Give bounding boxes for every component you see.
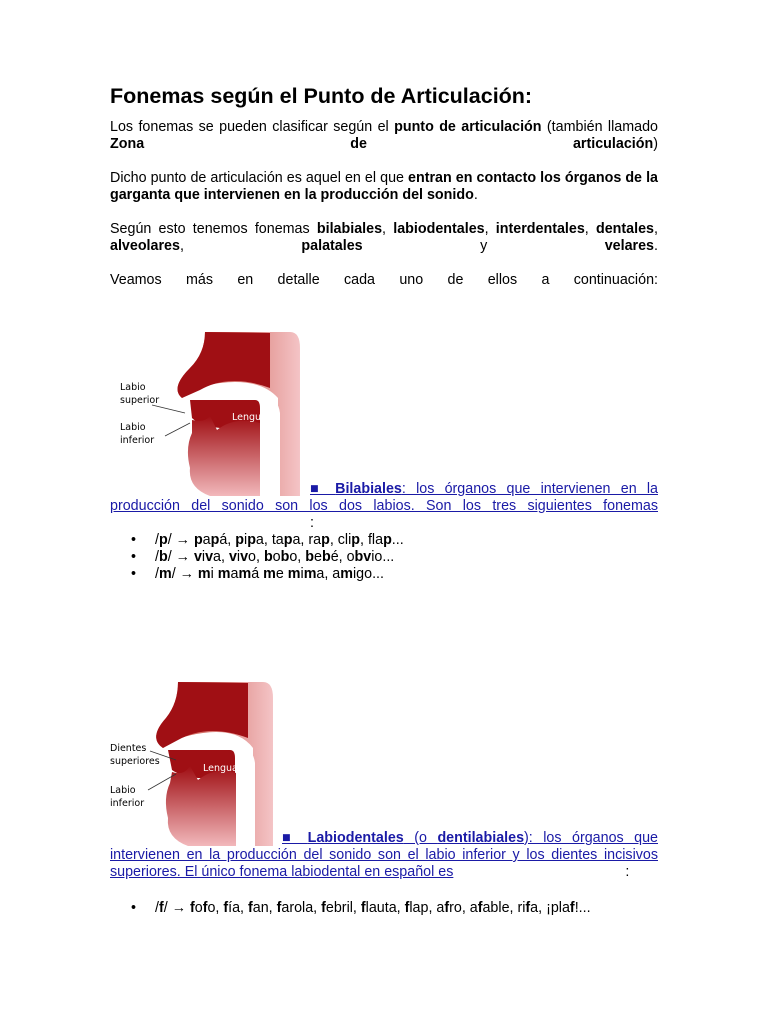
- label-labio-inferior-2: inferior: [110, 798, 145, 809]
- text-segment: o: [194, 900, 203, 916]
- label-lengua: Lengua: [203, 763, 238, 774]
- bold-text: p: [383, 532, 392, 548]
- list-item: [110, 900, 591, 917]
- text-segment: /: [155, 900, 159, 916]
- text-segment: lap, a: [409, 900, 445, 916]
- text-segment: a, a: [316, 566, 341, 582]
- text-segment: (también llamado: [541, 119, 658, 135]
- bold-text: p: [210, 532, 220, 548]
- list-item: [110, 549, 404, 566]
- text-segment: a, ra: [292, 532, 322, 548]
- text-segment: a,: [213, 549, 229, 565]
- bold-text: v: [228, 549, 237, 565]
- bold-text: m: [158, 566, 172, 582]
- text-segment: Según esto tenemos fonemas: [110, 221, 317, 237]
- list-item: [110, 532, 404, 549]
- label-dientes-superiores-1: Dientes: [110, 743, 147, 754]
- text-segment: ,: [179, 238, 302, 254]
- text-segment: / →: [163, 900, 190, 916]
- bold-text: p: [158, 532, 168, 548]
- label-labio-inferior-1: Labio: [120, 422, 146, 433]
- text-segment: ): los órganos que intervienen en la producción del sonido son el labio inferior y los dientes incisivos superiores. El único fonema labiodental en español es: [110, 830, 658, 880]
- bold-text: f: [444, 900, 450, 916]
- bold-text: f: [158, 900, 164, 916]
- text-segment: / →: [167, 549, 194, 565]
- text-segment: Veamos más en detalle cada uno de ellos a continuación:: [110, 272, 658, 288]
- bold-text: p: [247, 532, 256, 548]
- text-segment: io...: [371, 549, 395, 565]
- label-labio-inferior-1: Labio: [110, 785, 136, 796]
- text-segment: !...: [574, 900, 591, 916]
- bullet: •: [131, 900, 137, 916]
- label-lengua: Lengua: [232, 412, 267, 423]
- bold-text: b: [280, 549, 290, 565]
- bold-text: alveolares: [110, 238, 180, 254]
- bold-text: v: [240, 549, 249, 565]
- bold-text: ■: [282, 830, 308, 846]
- text-segment: an,: [252, 900, 277, 916]
- text-segment: .: [473, 187, 478, 203]
- text-segment: e: [275, 566, 288, 582]
- bold-text: p: [351, 532, 361, 548]
- bold-text: entran en contacto los órganos de la garganta que intervienen en la producción del sonido: [110, 170, 658, 203]
- bold-text: v: [205, 549, 214, 565]
- text-segment: a: [202, 532, 211, 548]
- bold-text: f: [189, 900, 195, 916]
- bold-text: m: [238, 566, 252, 582]
- bold-text: labiodentales: [393, 221, 485, 237]
- bold-text: p: [193, 532, 203, 548]
- bold-text: dentales: [595, 221, 654, 237]
- text-segment: e: [314, 549, 322, 565]
- text-segment: /: [155, 566, 159, 582]
- text-segment: igo...: [352, 566, 384, 582]
- bold-text: m: [197, 566, 211, 582]
- bilabiales-link[interactable]: [110, 481, 658, 532]
- bold-text: Zona de articulación: [110, 136, 654, 152]
- text-segment: i: [244, 532, 248, 548]
- text-segment: i: [300, 566, 304, 582]
- text-segment: ía,: [228, 900, 248, 916]
- text-segment: a, ta: [255, 532, 284, 548]
- bold-text: p: [235, 532, 244, 548]
- text-segment: Dicho punto de articulación es aquel en el que: [110, 170, 409, 186]
- bold-text: m: [340, 566, 353, 582]
- text-segment: ,: [484, 221, 496, 237]
- bold-text: f: [223, 900, 229, 916]
- text-segment: / →: [167, 532, 194, 548]
- bold-text: bv: [354, 549, 372, 565]
- bold-text: velares: [604, 238, 655, 254]
- intro-paragraph: [110, 119, 658, 153]
- bold-text: ■: [310, 481, 336, 497]
- bold-text: f: [248, 900, 253, 916]
- label-labio-superior-2: superior: [120, 395, 160, 406]
- definition-paragraph: [110, 170, 658, 204]
- text-segment: o,: [248, 549, 264, 565]
- text-segment: o,: [289, 549, 306, 565]
- bold-text: b: [158, 549, 168, 565]
- text-segment: i: [210, 566, 218, 582]
- text-segment: (o: [403, 830, 438, 846]
- bullet: •: [131, 566, 137, 582]
- bold-text: f: [477, 900, 483, 916]
- colon: :: [310, 515, 314, 531]
- label-labio-superior-1: Labio: [120, 382, 146, 393]
- text-segment: á,: [219, 532, 236, 548]
- bold-text: f: [321, 900, 326, 916]
- text-segment: i: [236, 549, 241, 565]
- text-segment: ...: [391, 532, 404, 548]
- text-segment: /: [155, 532, 159, 548]
- labiodentales-link[interactable]: [110, 830, 658, 881]
- bold-text: f: [525, 900, 531, 916]
- colon: :: [625, 864, 630, 880]
- text-segment: , fla: [360, 532, 384, 548]
- text-segment: o,: [207, 900, 224, 916]
- bold-text: palatales: [301, 238, 363, 254]
- labiodental-diagram: [108, 678, 273, 848]
- bold-text: m: [263, 566, 276, 582]
- bold-text: interdentales: [495, 221, 585, 237]
- text-segment: .: [654, 238, 658, 254]
- text-segment: lauta,: [365, 900, 405, 916]
- text-segment: , cli: [329, 532, 352, 548]
- bold-text: f: [360, 900, 366, 916]
- bold-text: bilabiales: [316, 221, 383, 237]
- text-segment: ,: [584, 221, 596, 237]
- text-segment: / →: [171, 566, 198, 582]
- text-segment: ): [653, 136, 658, 152]
- text-segment: y: [362, 238, 605, 254]
- bullet: •: [131, 532, 137, 548]
- text-segment: i: [201, 549, 206, 565]
- bold-text: Labiodentales: [307, 830, 404, 846]
- bold-text: b: [321, 549, 331, 565]
- bold-text: dentilabiales: [437, 830, 525, 846]
- text-segment: /: [155, 549, 159, 565]
- text-segment: ebril,: [325, 900, 361, 916]
- text-segment: arola,: [281, 900, 322, 916]
- label-dientes-superiores-2: superiores: [110, 756, 160, 767]
- text-segment: ,: [654, 221, 658, 237]
- bold-text: f: [276, 900, 282, 916]
- bold-text: f: [404, 900, 410, 916]
- bold-text: Bilabiales: [335, 481, 402, 497]
- bold-text: f: [202, 900, 208, 916]
- bold-text: m: [303, 566, 317, 582]
- text-segment: a, ¡pla: [530, 900, 570, 916]
- bold-text: p: [321, 532, 330, 548]
- bilabial-diagram: [110, 328, 305, 498]
- continue-paragraph: [110, 272, 658, 289]
- bold-text: v: [193, 549, 202, 565]
- text-segment: a: [230, 566, 239, 582]
- bold-text: f: [569, 900, 575, 916]
- text-segment: Los fonemas se pueden clasificar según el: [110, 119, 395, 135]
- bold-text: p: [283, 532, 293, 548]
- text-segment: : los órganos que intervienen en la producción del sonido son los dos labios. Son los tres siguientes fonemas: [110, 481, 658, 514]
- text-segment: á: [251, 566, 264, 582]
- text-segment: o: [272, 549, 281, 565]
- label-labio-inferior-2: inferior: [120, 435, 155, 446]
- bold-text: punto de articulación: [394, 119, 542, 135]
- page-title: Fonemas según el Punto de Articulación:: [110, 84, 533, 108]
- list-item: [110, 566, 404, 583]
- types-paragraph: [110, 221, 658, 255]
- bold-text: m: [217, 566, 231, 582]
- text-segment: é, o: [330, 549, 355, 565]
- bold-text: m: [287, 566, 301, 582]
- text-segment: ,: [382, 221, 394, 237]
- bold-text: b: [263, 549, 273, 565]
- text-segment: able, ri: [482, 900, 526, 916]
- labiodental-phoneme-list: [110, 900, 591, 917]
- bilabial-phoneme-list: [110, 532, 404, 583]
- text-segment: ro, a: [449, 900, 478, 916]
- bullet: •: [131, 549, 137, 565]
- bold-text: b: [305, 549, 314, 565]
